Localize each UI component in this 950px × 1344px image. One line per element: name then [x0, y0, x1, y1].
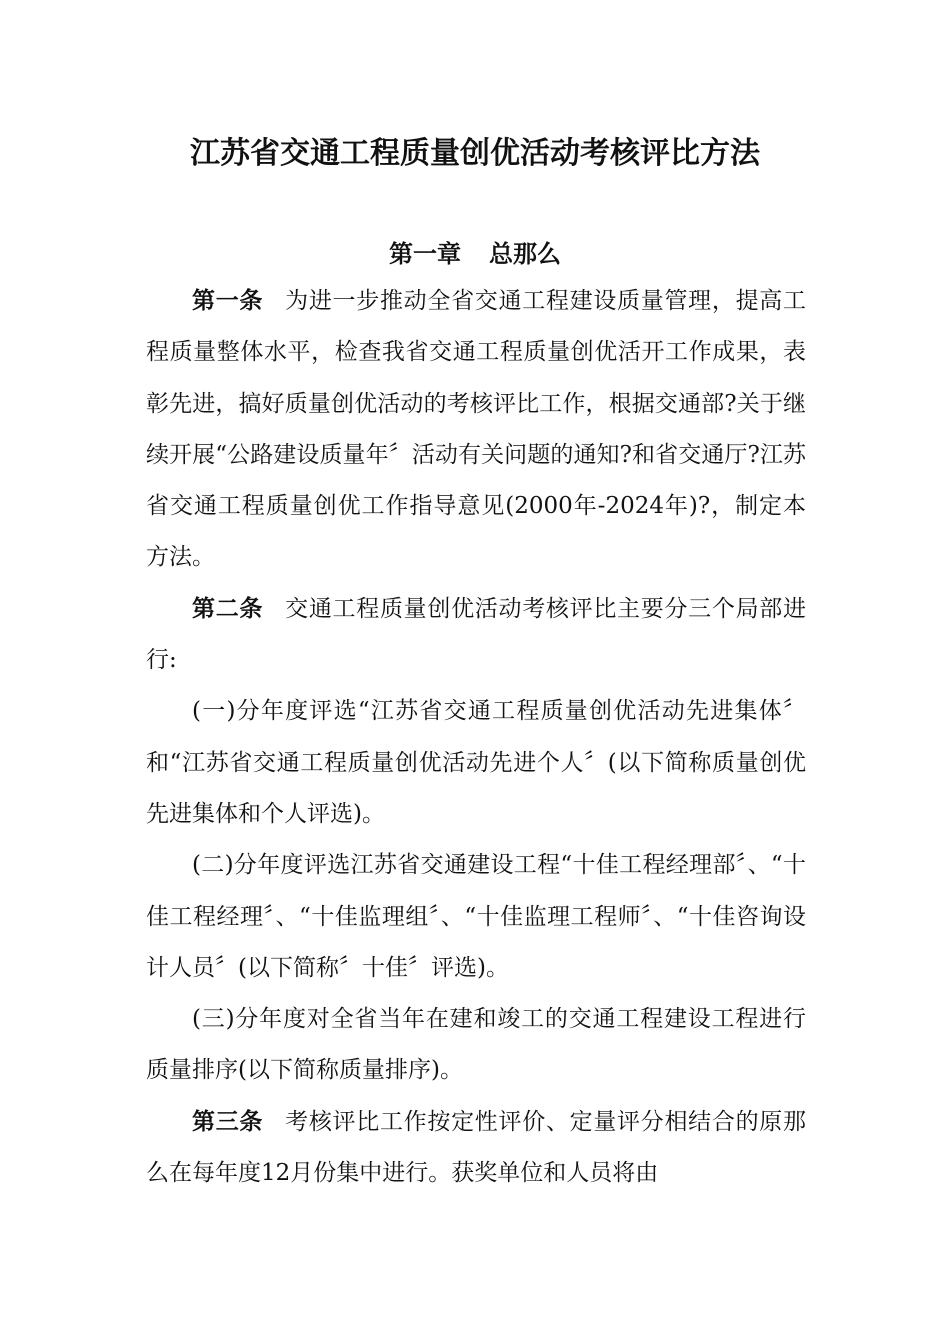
article-label: 第二条 [192, 595, 264, 622]
article-1 [146, 276, 806, 584]
document-body [146, 276, 806, 1199]
chapter-label: 第一章 [389, 240, 461, 268]
chapter-heading [0, 234, 950, 269]
article-3 [146, 1097, 806, 1200]
list-item: (二)分年度评选江苏省交通建设工程“十佳工程经理部〞、“十佳工程经理〞、“十佳监理组〞、“十佳监理工程师〞、“十佳咨询设计人员〞(以下简称〞十佳〞评选)。 [146, 852, 806, 981]
article-text: 为进一步推动全省交通工程建设质量管理，提高工程质量整体水平，检查我省交通工程质量创优活开工作成果，表彰先进，搞好质量创优活动的考核评比工作，根据交通部?关于继续开展“公路建设质量年〞活动有关问题的通知?和省交通厅?江苏省交通工程质量创优工作指导意见(2000年-2024年)?，制定本方法。 [146, 288, 806, 571]
document-title: 江苏省交通工程质量创优活动考核评比方法 [190, 136, 760, 171]
chapter-name: 总那么 [489, 240, 561, 268]
article-text: 交通工程质量创优活动考核评比主要分三个局部进行: [146, 595, 806, 674]
article-text: 考核评比工作按定性评价、定量评分相结合的原那么在每年度12月份集中进行。获奖单位和人员将由 [146, 1108, 806, 1187]
list-item: (三)分年度对全省当年在建和竣工的交通工程建设工程进行质量排序(以下简称质量排序)。 [146, 1006, 806, 1084]
article-label: 第一条 [192, 288, 264, 314]
article-2 [146, 584, 806, 687]
article-label: 第三条 [192, 1108, 264, 1135]
list-item: (一)分年度评选“江苏省交通工程质量创优活动先进集体〞和“江苏省交通工程质量创优活动先进个人〞(以下简称质量创优先进集体和个人评选)。 [146, 698, 806, 827]
